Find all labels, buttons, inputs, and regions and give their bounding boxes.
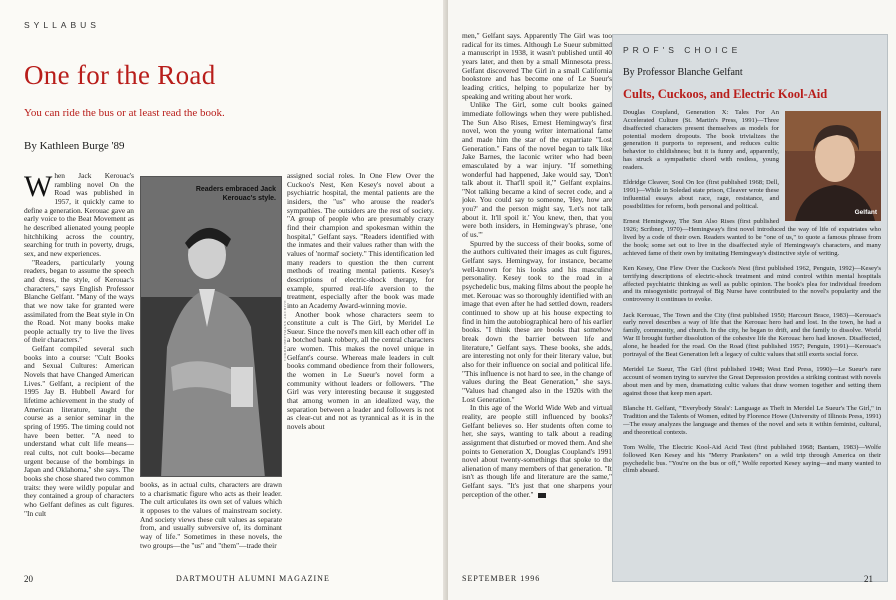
article-paragraph: "Readers, particularly young readers, began to assume the speech and dress, the style, of Kerouac's characters," says English Professor Blanche Gelfant. "Many of the ways that we now take for granted were assimilated from the Beat style in On the Road. Not many books make people actually try to live the lives of their characters.": [24, 257, 134, 345]
page-number-left: 20: [24, 574, 33, 584]
right-page: [448, 0, 896, 600]
sidebar-title: Cults, Cuckoos, and Electric Kool-Aid: [623, 87, 828, 101]
article-lead-paragraph: [24, 172, 134, 259]
article-column-3: [287, 172, 434, 582]
photo-caption: Readers embraced Jack Kerouac's style.: [195, 186, 276, 202]
end-mark: [538, 493, 546, 498]
article-subtitle: You can ride the bus or at least read the book.: [24, 107, 225, 119]
book-entry: Jack Kerouac, The Town and the City (first published 1950; Harcourt Brace, 1983)—Kerouac's early novel describes a way of life that the Kerouac hero had and lost. In the town, he had a family, community, and church. In the city, he began to drift, and the family to dissolve. World War II brought further dissolution of the cohesive life the Kerouac hero had known. Disaffected, alone, he headed for the road. On the Road (first published 1957; Penguin, 1991)—Kerouac's portrayal of the Beat Generation left a legacy of cultic values that still exerts social force.: [623, 311, 881, 358]
kerouac-photo: [140, 176, 282, 477]
final-text: In this age of the World Wide Web and virtual reality, are people still influenced by books? Gelfant believes so. Her students often come to her, she says, wanting to talk about a reading assignment that disturbed or moved them. And she points to Generation X, Douglas Coupland's 1991 novel about twenty-somethings that spoke to the alienation of many members of that generation. "It isn't as though life and literature are the same," Gelfant says. "It's just that one sharpens your perception of the other.": [462, 403, 612, 499]
gelfant-photo: [785, 111, 881, 221]
magazine-name: DARTMOUTH ALUMNI MAGAZINE: [176, 574, 330, 583]
article-paragraph: Unlike The Girl, some cult books gained immediate followings when they were published. The Sun Also Rises, Ernest Hemingway's first novel, won the young writer international fame and made him the star of the expatriate "Lost Generation." Fans of the novel began to talk like Jake Barnes, the laconic writer who had been emasculated by a war injury. "If something wonderful had happened, Jake would say, 'Don't talk about it. That'll spoil it,'" Gelfant explains. "Not talking became a kind of secret code, and a joke. You could say to someone, 'Hey, how are you?' and the person might say, 'Let's not talk about it. It'll spoil it.' You knew, then, that you were both insiders, in Hemingway's phrase, 'one of us.'": [462, 100, 612, 240]
page-number-right: 21: [864, 574, 873, 584]
section-label: SYLLABUS: [24, 20, 100, 30]
drop-cap: W: [24, 172, 53, 203]
book-entry: Eldridge Cleaver, Soul On Ice (first published 1968; Dell, 1991)—While in Soledad state prison, Cleaver wrote these influential essays about race, rage, resistance, and possibilities for reform, both personal and political.: [623, 179, 779, 210]
sidebar-photo-caption: Gelfant: [854, 209, 877, 217]
article-paragraph: Spurred by the success of their books, some of the authors cultivated their images as cult figures, Gelfant says. Hemingway, for instance, became well-known for his looks and his masculine personality. Kesey took to the road in a psychedelic bus, making films about the people he met. Kerouac was so thoroughly identified with an image that even after he had settled down, readers continued to show up at his house expecting to find in him the autobiographical hero of his earlier books. "I think these are books that somehow break down the barrier between life and literature," Gelfant says. These books, she adds, are interesting not only for their literary value, but also for their influence on social and political life. "This influence is not hard to see, in the change of values during the Beat Generation," she says. "Values had changed also in the 1920s with the Lost Generation.": [462, 238, 612, 404]
sidebar-label: PROF'S CHOICE: [623, 45, 742, 55]
article-column-2: [140, 481, 282, 583]
article-paragraph: assigned social roles. In One Flew Over the Cuckoo's Nest, Ken Kesey's novel about a psychiatric hospital, the mental patients are the insiders, the "us" who arouse the reader's sympathies. The outsiders are the rest of society. "A group of people who are presumably crazy find their champion and spokesman within the hospital," Gelfant says. "Readers identified with the inmates and their values rather than with the values of 'normal' society." This identification led many readers to question the then current methods of treating mental patients. Kesey's descriptions of electric-shock therapy, for example, spurred real-life aversion to the treatment, especially after the book was made into an Academy Award-winning movie.: [287, 172, 434, 310]
photo-credit: CORBIS/BETTMANN ARCHIVE: [283, 300, 287, 361]
article-paragraph: Gelfant compiled several such books into a course: "Cult Books and Sexual Cultures: American Novels that have Changed American Lives." Gelfant, a recipient of the 1995 Jay B. Hubbell Award for lifetime achievement in the study of American literature, taught the course as a senior seminar in the spring of 1995. The timing could not have been better. "A need to understand what cult life means—real cults, not cult books—became urgent because of the bombings in Japan and Oklahoma," she says. The books she chose shared two common traits: they were wildly popular and they contained a group of characters who Gelfant defines as cult figures. "In cult: [24, 344, 134, 518]
kerouac-photo-illustration: [141, 177, 282, 477]
article-column-4: [462, 32, 612, 550]
article-paragraph: Another book whose characters seem to constitute a cult is The Girl, by Meridel Le Sueur. Since the novel's men kill each other off in a botched bank robbery, all the central characters are women. This makes the novel unique in Gelfant's course. Whereas male leaders in cult books command obedience from their followers, the women in Le Sueur's novel form a community without leaders or followers. "The Girl was very interesting because it suggested that among women in an idealized way, the separation between a leader and followers is not as clear-cut and not as tyrannical as it is in the novels about: [287, 309, 434, 432]
profs-choice-sidebar: [612, 34, 888, 582]
issue-date: SEPTEMBER 1996: [462, 574, 541, 583]
lead-text: hen Jack Kerouac's rambling novel On the Road was published in 1957, it quickly came to define a generation. Kerouac gave an early voice to the Beat Movement as he described alienated young people hitchhiking across the country, searching for truth in poverty, drugs, sex, and new experiences.: [24, 172, 134, 258]
article-column-1: [24, 172, 134, 584]
book-entry: Ernest Hemingway, The Sun Also Rises (first published 1926; Scribner, 1970)—Hemingway's first novel introduced the way of life of expatriates who lived by a code of their own. Readers wanted to be "one of us," to quote a famous phrase from the book; some set out to live in the disaffected style of Hemingway's characters, and many achieved fame of their own by imitating Hemingway's distinctive style of writing.: [623, 218, 881, 257]
article-paragraph: men," Gelfant says. Apparently The Girl was too radical for its times. Although Le Sueur submitted a manuscript in 1938, it wasn't published until 40 years later, and then by a small Minnesota press. Gelfant discovered The Girl in a small California bookstore and has become one of Le Sueur's leading critics, helping to popularize her by speaking and writing about her work.: [462, 32, 612, 101]
article-paragraph: books, as in actual cults, characters are drawn to a charismatic figure who acts as their leader. The cult articulates its own set of values which it opposes to the values of mainstream society. And society views these cult values as separate from, and usually subversive of, its dominant way of life." Sometimes in these novels, the two groups—the "us" and "them"—trade their: [140, 481, 282, 550]
book-entry: Tom Wolfe, The Electric Kool-Aid Acid Test (first published 1968; Bantam, 1983)—Wolfe followed Ken Kesey and his "Merry Pranksters" on a wild trip through America on their psychedelic bus. "You're on the bus or off," Wolfe reported Kesey saying—and many wanted to climb aboard.: [623, 443, 881, 475]
gelfant-photo-illustration: [785, 111, 881, 221]
article-paragraph-final: [462, 404, 612, 499]
book-entry: Blanche H. Gelfant, "'Everybody Steals': Language as Theft in Meridel Le Sueur's The Girl," in Tradition and the Talents of Women, edited by Florence Howe (University of Illinois Press, 1991)—The essay analyzes the language and themes of the novel and sets it within feminist, cultural, and theoretical contexts.: [623, 405, 881, 436]
sidebar-byline: By Professor Blanche Gelfant: [623, 67, 743, 78]
book-entry: Douglas Coupland, Generation X: Tales For An Accelerated Culture (St. Martin's Press, 1991)—Three disaffected characters present themselves as models for potential modern dropouts. The book trivializes the generation it purports to represent, and reduces cultic behavior to childishness; but it is funny and, apparently, has struck a sympathetic chord with restless, young readers.: [623, 109, 779, 171]
article-byline: By Kathleen Burge '89: [24, 140, 125, 152]
book-entry: Ken Kesey, One Flew Over the Cuckoo's Nest (first published 1962, Penguin, 1992)—Kesey's terrifying descriptions of electric-shock treatment and mind control within mental hospitals affected psychiatric thinking as well as public opinion. The book's plea for individual freedom and its misogynistic portrayal of Big Nurse have contributed to the novel's popularity and the controversy it continues to evoke.: [623, 264, 881, 304]
book-entry: Meridel Le Sueur, The Girl (first published 1948; West End Press, 1990)—Le Sueur's rare account of women trying to survive the Great Depression provides a striking contrast with novels about men and by men, dramatizing cultic values that draw women together and setting them against those that keep men apart.: [623, 366, 881, 397]
sidebar-body: [623, 109, 881, 577]
article-title: One for the Road: [24, 60, 216, 90]
